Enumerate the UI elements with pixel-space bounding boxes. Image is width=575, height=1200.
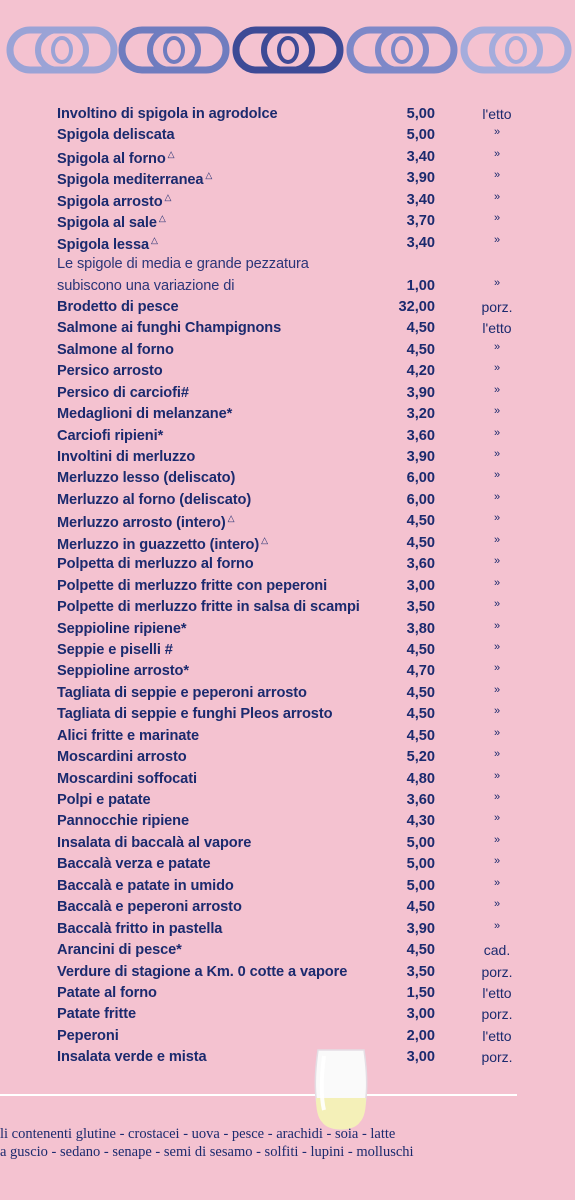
menu-item-price: 3,00 — [406, 1006, 435, 1023]
menu-item-price: 3,60 — [406, 792, 435, 808]
menu-item-unit: porz. — [481, 963, 513, 980]
menu-item-price: 3,00 — [406, 1049, 435, 1066]
menu-item-unit: » — [493, 683, 501, 696]
menu-item — [0, 362, 575, 383]
menu-item — [0, 234, 575, 255]
menu-item-name: Polpetta di merluzzo al forno — [57, 556, 254, 573]
menu-item-name: Arancini di pesce* — [57, 942, 182, 959]
menu-item-price: 4,50 — [406, 706, 435, 723]
menu-item — [0, 319, 575, 340]
menu-item-price: 1,50 — [406, 984, 435, 1001]
menu-item — [0, 427, 575, 448]
decorative-ring-band-icon — [0, 22, 575, 78]
triangle-mark-icon: △ — [205, 170, 213, 181]
menu-item — [0, 877, 575, 898]
menu-item-price: 3,90 — [406, 170, 435, 187]
menu-item — [0, 705, 575, 726]
menu-item — [0, 941, 575, 962]
menu-item-unit: » — [493, 126, 501, 139]
menu-item-price: 6,00 — [406, 470, 435, 487]
menu-item-unit: » — [493, 233, 501, 246]
menu-item-name: Spigola deliscata — [57, 127, 175, 144]
menu-item-unit: cad. — [483, 942, 511, 959]
menu-item — [0, 920, 575, 941]
menu-item-name: subiscono una variazione di — [57, 277, 235, 294]
menu-item-price: 4,50 — [406, 942, 435, 959]
menu-item-unit: » — [493, 147, 501, 160]
menu-item — [0, 770, 575, 791]
menu-item — [0, 191, 575, 212]
menu-item — [0, 748, 575, 769]
menu-item-unit: » — [493, 426, 501, 439]
menu-item-price: 5,00 — [406, 877, 435, 894]
menu-item — [0, 641, 575, 662]
menu-item-unit: porz. — [481, 298, 513, 315]
menu-item-name: Seppioline arrosto* — [57, 663, 189, 680]
menu-item — [0, 169, 575, 190]
menu-item — [0, 555, 575, 576]
menu-item-unit: » — [493, 898, 501, 911]
menu-item — [0, 105, 575, 126]
menu-item-name: Pannocchie ripiene — [57, 813, 190, 830]
menu-item-name: Tagliata di seppie e peperoni arrosto — [57, 684, 307, 701]
menu-item-name: Carciofi ripieni* — [57, 427, 164, 444]
menu-item-unit: » — [493, 769, 501, 782]
menu-item-unit: » — [493, 383, 501, 396]
menu-item-name: Salmone al forno — [57, 341, 174, 358]
menu-item-name: Baccalà verza e patate — [57, 856, 211, 873]
menu-item-price: 32,00 — [398, 298, 435, 315]
menu-item-unit: » — [493, 276, 501, 289]
menu-item-unit: » — [493, 598, 501, 611]
menu-item — [0, 448, 575, 469]
menu-item-price: 4,20 — [406, 363, 435, 380]
menu-item-name: Spigola arrosto △ — [57, 191, 172, 210]
menu-item — [0, 598, 575, 619]
menu-item-name: Patate fritte — [57, 1006, 136, 1023]
menu-item-price: 3,60 — [406, 427, 435, 444]
menu-item — [0, 298, 575, 319]
menu-item-unit: » — [493, 469, 501, 482]
menu-item — [0, 812, 575, 833]
menu-item-unit: » — [493, 855, 501, 868]
menu-item-unit: » — [493, 490, 501, 503]
menu-item-unit: » — [493, 833, 501, 846]
menu-item-price: 3,70 — [406, 213, 435, 230]
menu-item-name: Seppioline ripiene* — [57, 620, 187, 637]
menu-item — [0, 469, 575, 490]
menu-item — [0, 405, 575, 426]
menu-item-name: Persico di carciofi# — [57, 384, 189, 401]
menu-item-price: 3,50 — [406, 599, 435, 616]
menu-item-price: 2,00 — [406, 1027, 435, 1044]
menu-item-name: Insalata verde e mista — [57, 1049, 207, 1066]
menu-item-unit: » — [493, 405, 501, 418]
menu-item-price: 5,00 — [406, 834, 435, 851]
menu-item — [0, 963, 575, 984]
menu-item-price: 3,90 — [406, 384, 435, 401]
menu-item-name: Involtini di merluzzo — [57, 449, 196, 465]
menu-item — [0, 384, 575, 405]
menu-item-price: 3,00 — [406, 577, 435, 594]
menu-item — [0, 491, 575, 512]
menu-item-unit: » — [493, 726, 501, 739]
menu-item-name: Polpi e patate — [57, 792, 151, 808]
triangle-mark-icon: △ — [261, 534, 268, 545]
menu-item — [0, 148, 575, 169]
menu-item-price: 3,50 — [406, 963, 435, 980]
menu-item-unit: porz. — [481, 1049, 513, 1066]
menu-item-unit: » — [493, 340, 501, 353]
menu-item-unit: porz. — [481, 1006, 513, 1023]
menu-item — [0, 212, 575, 233]
menu-item-name: Moscardini arrosto — [57, 749, 187, 766]
menu-item-name: Salmone ai funghi Champignons — [57, 320, 282, 337]
menu-item-price: 3,20 — [406, 406, 435, 423]
menu-item-price: 3,60 — [406, 556, 435, 573]
menu-item-name: Involtino di spigola in agrodolce — [57, 106, 278, 122]
menu-item-name: Spigola lessa △ — [57, 234, 158, 253]
menu-item — [0, 577, 575, 598]
menu-item-name: Moscardini soffocati — [57, 770, 197, 787]
menu-item-price: 3,80 — [406, 620, 435, 637]
menu-item-name: Merluzzo al forno (deliscato) — [57, 491, 252, 508]
menu-item-price: 4,50 — [406, 341, 435, 358]
menu-item — [0, 984, 575, 1005]
menu-item-name: Baccalà fritto in pastella — [57, 920, 223, 937]
menu-item-price: 5,20 — [406, 749, 435, 766]
menu-item-unit: » — [493, 512, 501, 525]
menu-item-name: Tagliata di seppie e funghi Pleos arrosto — [57, 706, 333, 723]
menu-item-unit: » — [493, 662, 501, 675]
menu-item-price: 3,90 — [406, 920, 435, 937]
menu-item-unit: » — [493, 748, 501, 761]
menu-item-unit: » — [493, 919, 501, 932]
menu-item-price: 6,00 — [406, 491, 435, 508]
menu-item-price: 3,40 — [406, 191, 435, 208]
allergen-line-2: a guscio - sedano - senape - semi di sesamo - solfiti - lupini - molluschi — [0, 1144, 414, 1160]
menu-item — [0, 620, 575, 641]
menu-item-name: Polpette di merluzzo fritte in salsa di scampi — [57, 599, 360, 616]
allergen-line-1: li contenenti glutine - crostacei - uova - pesce - arachidi - soia - latte — [0, 1126, 396, 1142]
menu-item-unit: » — [493, 212, 501, 225]
white-wine-glass-icon — [306, 1048, 376, 1136]
menu-item-price: 5,00 — [406, 127, 435, 144]
menu-item-unit: » — [493, 705, 501, 718]
menu-item-unit: l'etto — [482, 106, 512, 122]
menu-list — [0, 105, 575, 1070]
triangle-mark-icon: △ — [227, 513, 235, 524]
menu-item-price: 4,50 — [406, 320, 435, 337]
menu-item-unit: » — [493, 576, 501, 589]
menu-item-price: 5,00 — [406, 106, 435, 122]
triangle-mark-icon: △ — [150, 234, 158, 245]
menu-item-unit: » — [493, 812, 501, 825]
menu-item-unit: » — [493, 640, 501, 653]
menu-item-unit: » — [493, 791, 501, 803]
menu-item — [0, 855, 575, 876]
menu-item — [0, 898, 575, 919]
menu-item — [0, 791, 575, 812]
menu-item — [0, 126, 575, 147]
menu-item-name: Verdure di stagione a Km. 0 cotte a vapore — [57, 963, 348, 980]
menu-item-price: 4,50 — [406, 899, 435, 916]
menu-item — [0, 512, 575, 533]
menu-item — [0, 684, 575, 705]
menu-item-price: 4,50 — [406, 641, 435, 658]
menu-item-price: 4,30 — [406, 813, 435, 830]
menu-item-name: Peperoni — [57, 1027, 119, 1044]
menu-item — [0, 255, 575, 276]
menu-item-name: Baccalà e peperoni arrosto — [57, 899, 242, 916]
menu-item-name: Spigola al forno △ — [57, 148, 175, 167]
menu-item-name: Merluzzo lesso (deliscato) — [57, 470, 236, 487]
menu-item-name: Merluzzo arrosto (intero) △ — [57, 513, 235, 532]
menu-item-name: Merluzzo in guazzetto (intero) △ — [57, 534, 268, 553]
menu-item — [0, 1027, 575, 1048]
menu-item-name: Medaglioni di melanzane* — [57, 406, 233, 423]
menu-item-price: 4,50 — [406, 684, 435, 701]
divider — [0, 1094, 517, 1096]
menu-item-name: Spigola mediterranea △ — [57, 170, 213, 189]
menu-item-unit: l'etto — [482, 1027, 512, 1044]
triangle-mark-icon: △ — [167, 148, 175, 159]
menu-item-price: 3,90 — [406, 449, 435, 465]
menu-item-unit: » — [493, 362, 501, 375]
menu-item-name: Brodetto di pesce — [57, 298, 179, 315]
menu-item-price: 4,70 — [406, 663, 435, 680]
menu-item-price: 4,50 — [406, 534, 435, 551]
menu-item — [0, 277, 575, 298]
menu-item-unit: l'etto — [482, 320, 512, 337]
menu-item-price: 1,00 — [406, 277, 435, 294]
menu-item — [0, 341, 575, 362]
menu-item — [0, 1005, 575, 1026]
triangle-mark-icon: △ — [164, 191, 172, 202]
menu-item-name: Seppie e piselli # — [57, 641, 173, 658]
allergen-legend — [0, 1125, 575, 1161]
menu-item-unit: » — [493, 169, 501, 182]
menu-item-unit: » — [493, 533, 501, 546]
menu-item-unit: » — [493, 555, 501, 568]
menu-item-unit: » — [493, 876, 501, 889]
triangle-mark-icon: △ — [158, 213, 166, 224]
menu-item-unit: » — [493, 190, 501, 203]
menu-item — [0, 727, 575, 748]
menu-item-name: Baccalà e patate in umido — [57, 877, 234, 894]
menu-item-name: Patate al forno — [57, 984, 157, 1001]
menu-item-price: 3,40 — [406, 234, 435, 251]
menu-item-price: 4,50 — [406, 727, 435, 744]
menu-item — [0, 662, 575, 683]
menu-item-price: 4,50 — [406, 513, 435, 530]
menu-item-name: Alici fritte e marinate — [57, 727, 200, 744]
menu-item — [0, 1048, 575, 1069]
menu-item-name: Spigola al sale △ — [57, 213, 166, 232]
menu-item-unit: » — [493, 619, 501, 632]
menu-item-unit: l'etto — [482, 984, 512, 1001]
menu-item-name: Insalata di baccalà al vapore — [57, 834, 252, 851]
menu-item-name: Persico arrosto — [57, 363, 163, 380]
menu-item — [0, 834, 575, 855]
menu-item-name: Polpette di merluzzo fritte con peperoni — [57, 577, 328, 594]
menu-item — [0, 534, 575, 555]
menu-item-name: Le spigole di media e grande pezzatura — [57, 256, 309, 273]
menu-item-price: 4,80 — [406, 770, 435, 787]
menu-item-price: 5,00 — [406, 856, 435, 873]
menu-item-price: 3,40 — [406, 148, 435, 165]
menu-item-unit: » — [493, 448, 501, 460]
